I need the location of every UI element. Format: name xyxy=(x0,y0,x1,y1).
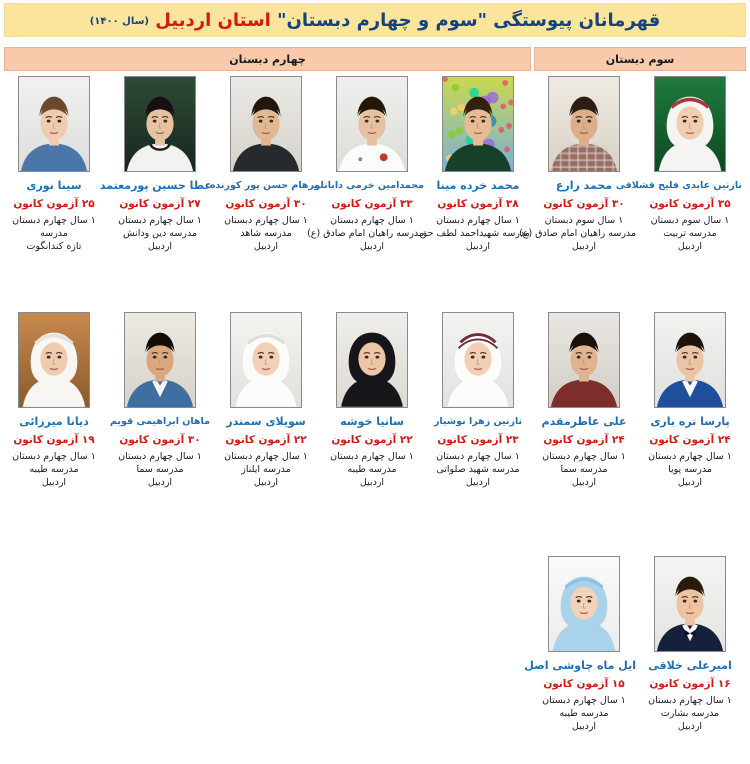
student-city: اردبیل xyxy=(359,477,385,488)
student-card[interactable] xyxy=(532,312,636,489)
student-card[interactable] xyxy=(638,312,742,489)
student-school: مدرسه سما xyxy=(560,464,608,475)
student-name: ماهان ابراهیمی قویم xyxy=(110,416,210,427)
student-name: سانیا خوشه xyxy=(340,415,404,428)
student-name: پارسا تره باری xyxy=(650,415,730,428)
student-city: اردبیل xyxy=(677,721,703,732)
student-name: ایل ماه چاوشی اصل xyxy=(524,659,636,672)
student-city: اردبیل xyxy=(147,241,173,252)
header-grade-4 xyxy=(4,47,531,71)
student-exam-count: ۲۴ آزمون کانون xyxy=(649,434,731,446)
student-school: مدرسه xyxy=(40,228,68,239)
student-exam-count: ۳۰ آزمون کانون xyxy=(543,198,625,210)
student-exam-count: ۳۸ آزمون کانون xyxy=(437,198,519,210)
student-school: مدرسه سما xyxy=(136,464,184,475)
student-exam-count: ۳۰ آزمون کانون xyxy=(119,434,201,446)
student-photo xyxy=(654,76,726,172)
student-photo xyxy=(124,312,196,408)
student-city: اردبیل xyxy=(677,241,703,252)
student-name: علی عاطرمقدم xyxy=(541,415,627,428)
student-grade: ۱ سال چهارم دبستان xyxy=(330,215,414,226)
student-city: اردبیل xyxy=(465,477,491,488)
grade-header-band xyxy=(4,47,746,71)
student-name: محمد زارع xyxy=(555,179,613,192)
student-exam-count: ۲۳ آزمون کانون xyxy=(437,434,519,446)
student-card[interactable] xyxy=(99,76,212,253)
student-exam-count: ۲۵ آزمون کانون xyxy=(13,198,95,210)
student-school: مدرسه طیبه xyxy=(559,708,609,719)
student-card[interactable] xyxy=(108,312,212,489)
student-exam-count: ۲۲ آزمون کانون xyxy=(331,434,413,446)
student-card[interactable] xyxy=(214,312,318,489)
student-grade: ۱ سال چهارم دبستان xyxy=(436,451,520,462)
student-card[interactable] xyxy=(209,76,318,253)
student-card[interactable] xyxy=(615,76,742,253)
student-name: پرهام حسن پور کورنده xyxy=(209,180,318,191)
student-grade: ۱ سال چهارم دبستان xyxy=(12,451,96,462)
student-card[interactable] xyxy=(419,76,530,253)
title-prefix: قهرمانان پیوستگی "سوم و چهارم دبستان" xyxy=(277,9,661,31)
student-card[interactable] xyxy=(2,76,106,253)
student-city: تازه کندانگوت xyxy=(26,241,82,252)
student-grade: ۱ سال چهارم دبستان xyxy=(542,695,626,706)
student-city: اردبیل xyxy=(253,477,279,488)
student-name: عطا حسین پورمعتمد xyxy=(99,179,212,192)
poster-title-bar xyxy=(4,3,746,37)
student-row-2 xyxy=(0,312,750,547)
student-photo xyxy=(442,312,514,408)
student-city: اردبیل xyxy=(253,241,279,252)
student-exam-count: ۱۵ آزمون کانون xyxy=(543,678,625,690)
student-name: نازنین عابدی فلیج قشلاقی xyxy=(615,180,742,191)
student-exam-count: ۳۳ آزمون کانون xyxy=(331,198,413,210)
student-grade: ۱ سال چهارم دبستان xyxy=(12,215,96,226)
student-grade: ۱ سال چهارم دبستان xyxy=(118,215,202,226)
student-photo xyxy=(18,312,90,408)
student-photo xyxy=(548,556,620,652)
student-card[interactable] xyxy=(320,312,424,489)
student-row-1 xyxy=(0,76,750,311)
student-card[interactable] xyxy=(426,312,530,489)
student-grade: ۱ سال چهارم دبستان xyxy=(542,451,626,462)
student-grade: ۱ سال چهارم دبستان xyxy=(330,451,414,462)
student-photo xyxy=(654,312,726,408)
title-province: استان اردبیل xyxy=(155,9,271,31)
student-school: مدرسه شاهد xyxy=(240,228,292,239)
student-name: نازنین زهرا نوشیار xyxy=(433,416,523,427)
student-school: مدرسه راهیان امام صادق (ع) xyxy=(519,228,636,239)
student-school: مدرسه ایلناز xyxy=(241,464,291,475)
student-grade: ۱ سال چهارم دبستان xyxy=(648,695,732,706)
student-school: مدرسه طیبه xyxy=(347,464,397,475)
student-exam-count: ۳۰ آزمون کانون xyxy=(225,198,307,210)
student-school: مدرسه راهیان امام صادق (ع) xyxy=(307,228,424,239)
student-grade: ۱ سال سوم دبستان xyxy=(544,215,624,226)
student-name: سویلای سمندر xyxy=(226,415,306,428)
student-name: دیانا میرزائی xyxy=(19,415,89,428)
student-city: اردبیل xyxy=(571,241,597,252)
student-name: سینا نوری xyxy=(26,179,82,192)
student-exam-count: ۱۶ آزمون کانون xyxy=(649,678,731,690)
student-name: محمد خرده مینا xyxy=(436,179,520,192)
student-row-3 xyxy=(0,556,750,764)
student-exam-count: ۱۹ آزمون کانون xyxy=(13,434,95,446)
student-name: امیرعلی خلاقی xyxy=(648,659,732,672)
student-card[interactable] xyxy=(524,556,636,733)
student-grade: ۱ سال چهارم دبستان xyxy=(224,451,308,462)
student-photo xyxy=(230,76,302,172)
student-school: مدرسه بشارت xyxy=(660,708,720,719)
student-grade: ۱ سال چهارم دبستان xyxy=(648,451,732,462)
header-grade-3-label: سوم دبستان xyxy=(605,52,675,66)
student-card[interactable] xyxy=(307,76,424,253)
student-city: اردبیل xyxy=(677,477,703,488)
student-school: مدرسه دین ودانش xyxy=(122,228,198,239)
student-grade: ۱ سال چهارم دبستان xyxy=(436,215,520,226)
student-city: اردبیل xyxy=(359,241,385,252)
student-photo xyxy=(230,312,302,408)
student-photo xyxy=(442,76,514,172)
student-school: مدرسه تربیت xyxy=(663,228,717,239)
student-city: اردبیل xyxy=(41,477,67,488)
student-school: مدرسه طیبه xyxy=(29,464,79,475)
student-grade: ۱ سال چهارم دبستان xyxy=(118,451,202,462)
student-photo xyxy=(548,312,620,408)
header-grade-4-label: چهارم دبستان xyxy=(229,52,306,66)
student-photo xyxy=(124,76,196,172)
student-grade: ۱ سال چهارم دبستان xyxy=(224,215,308,226)
student-name: محمدامین خرمی دابانلو xyxy=(314,180,424,191)
student-school: مدرسه شهیداحمد لطف حق xyxy=(419,228,530,239)
student-photo xyxy=(548,76,620,172)
student-card[interactable] xyxy=(2,312,106,489)
student-exam-count: ۲۴ آزمون کانون xyxy=(543,434,625,446)
student-grade: ۱ سال سوم دبستان xyxy=(650,215,730,226)
student-school: مدرسه شهید صلواتی xyxy=(436,464,520,475)
student-city: اردبیل xyxy=(465,241,491,252)
student-exam-count: ۳۵ آزمون کانون xyxy=(649,198,731,210)
header-grade-3 xyxy=(534,47,746,71)
student-photo xyxy=(336,312,408,408)
student-photo xyxy=(336,76,408,172)
student-city: اردبیل xyxy=(571,477,597,488)
student-exam-count: ۲۲ آزمون کانون xyxy=(225,434,307,446)
title-year: (سال ۱۴۰۰) xyxy=(89,15,150,27)
student-photo xyxy=(18,76,90,172)
student-card[interactable] xyxy=(519,76,636,253)
student-city: اردبیل xyxy=(571,721,597,732)
page-title xyxy=(90,10,661,31)
student-photo xyxy=(654,556,726,652)
student-school: مدرسه پویا xyxy=(668,464,712,475)
student-exam-count: ۲۷ آزمون کانون xyxy=(119,198,201,210)
student-card[interactable] xyxy=(638,556,742,733)
student-city: اردبیل xyxy=(147,477,173,488)
